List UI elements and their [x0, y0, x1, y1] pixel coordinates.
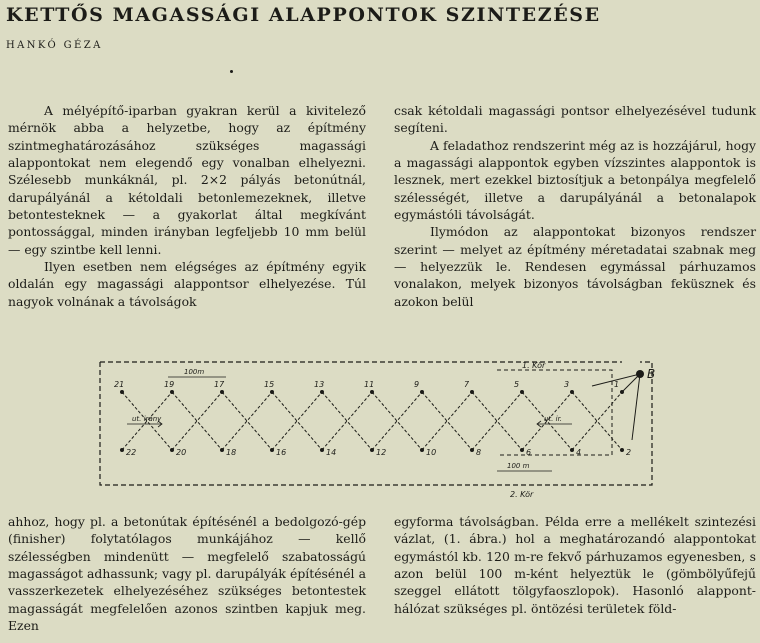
point-label: 9	[414, 380, 420, 389]
loop-label: 1. Kör	[522, 361, 546, 370]
paragraph: A mélyépítő-iparban gyakran kerül a kivitelező mérnök abba a helyzetbe, hogy az építmény szintmeghatározásához szükséges magassági alappontokat nem elegendő egy vonalban elhelyezni. Szélesebb munkáknál, pl. 2×2 pályás betonútnál, darupályánál a kétoldali betonlemezeknek, illetve betontesteknek — a gyakorlat által megkívánt pontossággal, minden irányban legfeljebb 10 mm belül — egy szintbe kell lenni.	[8, 103, 366, 257]
benchmark-point-top	[120, 390, 124, 394]
point-label: 22	[126, 448, 137, 457]
point-label: 18	[226, 448, 237, 457]
benchmark-point-top	[520, 390, 524, 394]
article-author: HANKÓ GÉZA	[6, 40, 103, 51]
benchmark-point-bottom	[220, 448, 224, 452]
point-label: 16	[276, 448, 287, 457]
paragraph: Ilyen esetben nem elégséges az építmény egyik oldalán egy magassági alappontsor elhelyezése. Túl nagyok volnának a távolságok	[8, 259, 366, 309]
benchmark-point-bottom	[120, 448, 124, 452]
paragraph: A feladathoz rendszerint még az is hozzájárul, hogy a magassági alappontok egyben vízszintes alappontok is lesznek, mert ezekkel biztosítjuk a betonpálya megfelelő szélességét, illetve a darupályánál a betonalapok egymástóli távolságát.	[394, 137, 756, 223]
benchmark-point-top	[220, 390, 224, 394]
dimension-label: 100 m	[507, 462, 530, 470]
benchmark-point-bottom	[470, 448, 474, 452]
paragraph: csak kétoldali magassági pontsor elhelyezésével tudunk segíteni.	[394, 103, 756, 136]
paragraph: egyforma távolságban. Példa erre a mellékelt szintezési vázlat, (1. ábra.) hol a meghatározandó alappontokat egymástól kb. 120 m-re fekvő párhuzamos egyenesben, s azon belül 100 m-ként helyeztük le (gömbölyűfejű szeggel ellátott tölgyfaoszlopok). Hasonló alappont-hálózat szükséges pl. öntözési területek föld-	[394, 514, 756, 616]
decorative-dot	[230, 70, 233, 73]
point-label: 4	[576, 448, 582, 457]
benchmark-point-bottom	[370, 448, 374, 452]
station-line	[632, 374, 640, 440]
benchmark-point-bottom	[620, 448, 624, 452]
benchmark-point-top	[270, 390, 274, 394]
benchmark-point-top	[570, 390, 574, 394]
benchmark-point-top	[420, 390, 424, 394]
leveling-diagram	[92, 350, 672, 505]
point-label: 19	[164, 380, 175, 389]
point-label: 2	[626, 448, 632, 457]
loop-label: 2. Kör	[510, 490, 534, 499]
benchmark-point-bottom	[520, 448, 524, 452]
point-label: 1	[614, 380, 620, 389]
column-top-left	[8, 102, 366, 310]
benchmark-point-top	[370, 390, 374, 394]
outer-loop	[100, 362, 652, 485]
point-label: 10	[426, 448, 437, 457]
dimension-label: 100m	[184, 368, 205, 376]
point-label: 3	[564, 380, 570, 389]
point-label: 12	[376, 448, 387, 457]
point-label: 20	[176, 448, 187, 457]
point-label: 21	[114, 380, 125, 389]
benchmark-point-bottom	[320, 448, 324, 452]
benchmark-point-bottom	[170, 448, 174, 452]
benchmark-point-bottom	[270, 448, 274, 452]
benchmark-point-bottom	[570, 448, 574, 452]
point-label: 7	[464, 380, 470, 389]
benchmark-point-bottom	[420, 448, 424, 452]
point-label: 15	[264, 380, 275, 389]
paragraph: ahhoz, hogy pl. a betonútak építésénél a bedolgozó-gép (finisher) folytatólagos munkájához — kellő szélességben mindenütt — megfelelő szabatosságú magasságot adhassunk; vagy pl. darupályák építésénél a vasszerkezetek elhelyezéséhez szükséges betontestek magasságát megfelelően azonos szintben kapjuk meg. Ezen	[8, 514, 366, 634]
benchmark-point-top	[470, 390, 474, 394]
point-label: 8	[476, 448, 482, 457]
point-label: 11	[364, 380, 375, 389]
station-b-label: B	[647, 367, 656, 381]
point-label: 5	[514, 380, 520, 389]
point-label: 13	[314, 380, 325, 389]
column-bottom-right	[394, 513, 756, 617]
paragraph: Ilymódon az alappontokat bizonyos rendszer szerint — melyet az építmény méretadatai szabnak meg — helyezzük le. Rendesen egymással párhuzamos vonalakon, melyek bizonyos távolságban feküsznek és azokon belül	[394, 224, 756, 309]
direction-label: ut. ir.	[544, 415, 563, 423]
benchmark-point-top	[320, 390, 324, 394]
benchmark-point-top	[170, 390, 174, 394]
point-label: 14	[326, 448, 337, 457]
point-label: 6	[526, 448, 532, 457]
direction-label: ut. irány	[132, 415, 162, 423]
article-title: KETTŐS MAGASSÁGI ALAPPONTOK SZINTEZÉSE	[6, 4, 601, 26]
column-bottom-left	[8, 513, 366, 634]
column-top-right	[394, 102, 756, 310]
point-label: 17	[214, 380, 225, 389]
